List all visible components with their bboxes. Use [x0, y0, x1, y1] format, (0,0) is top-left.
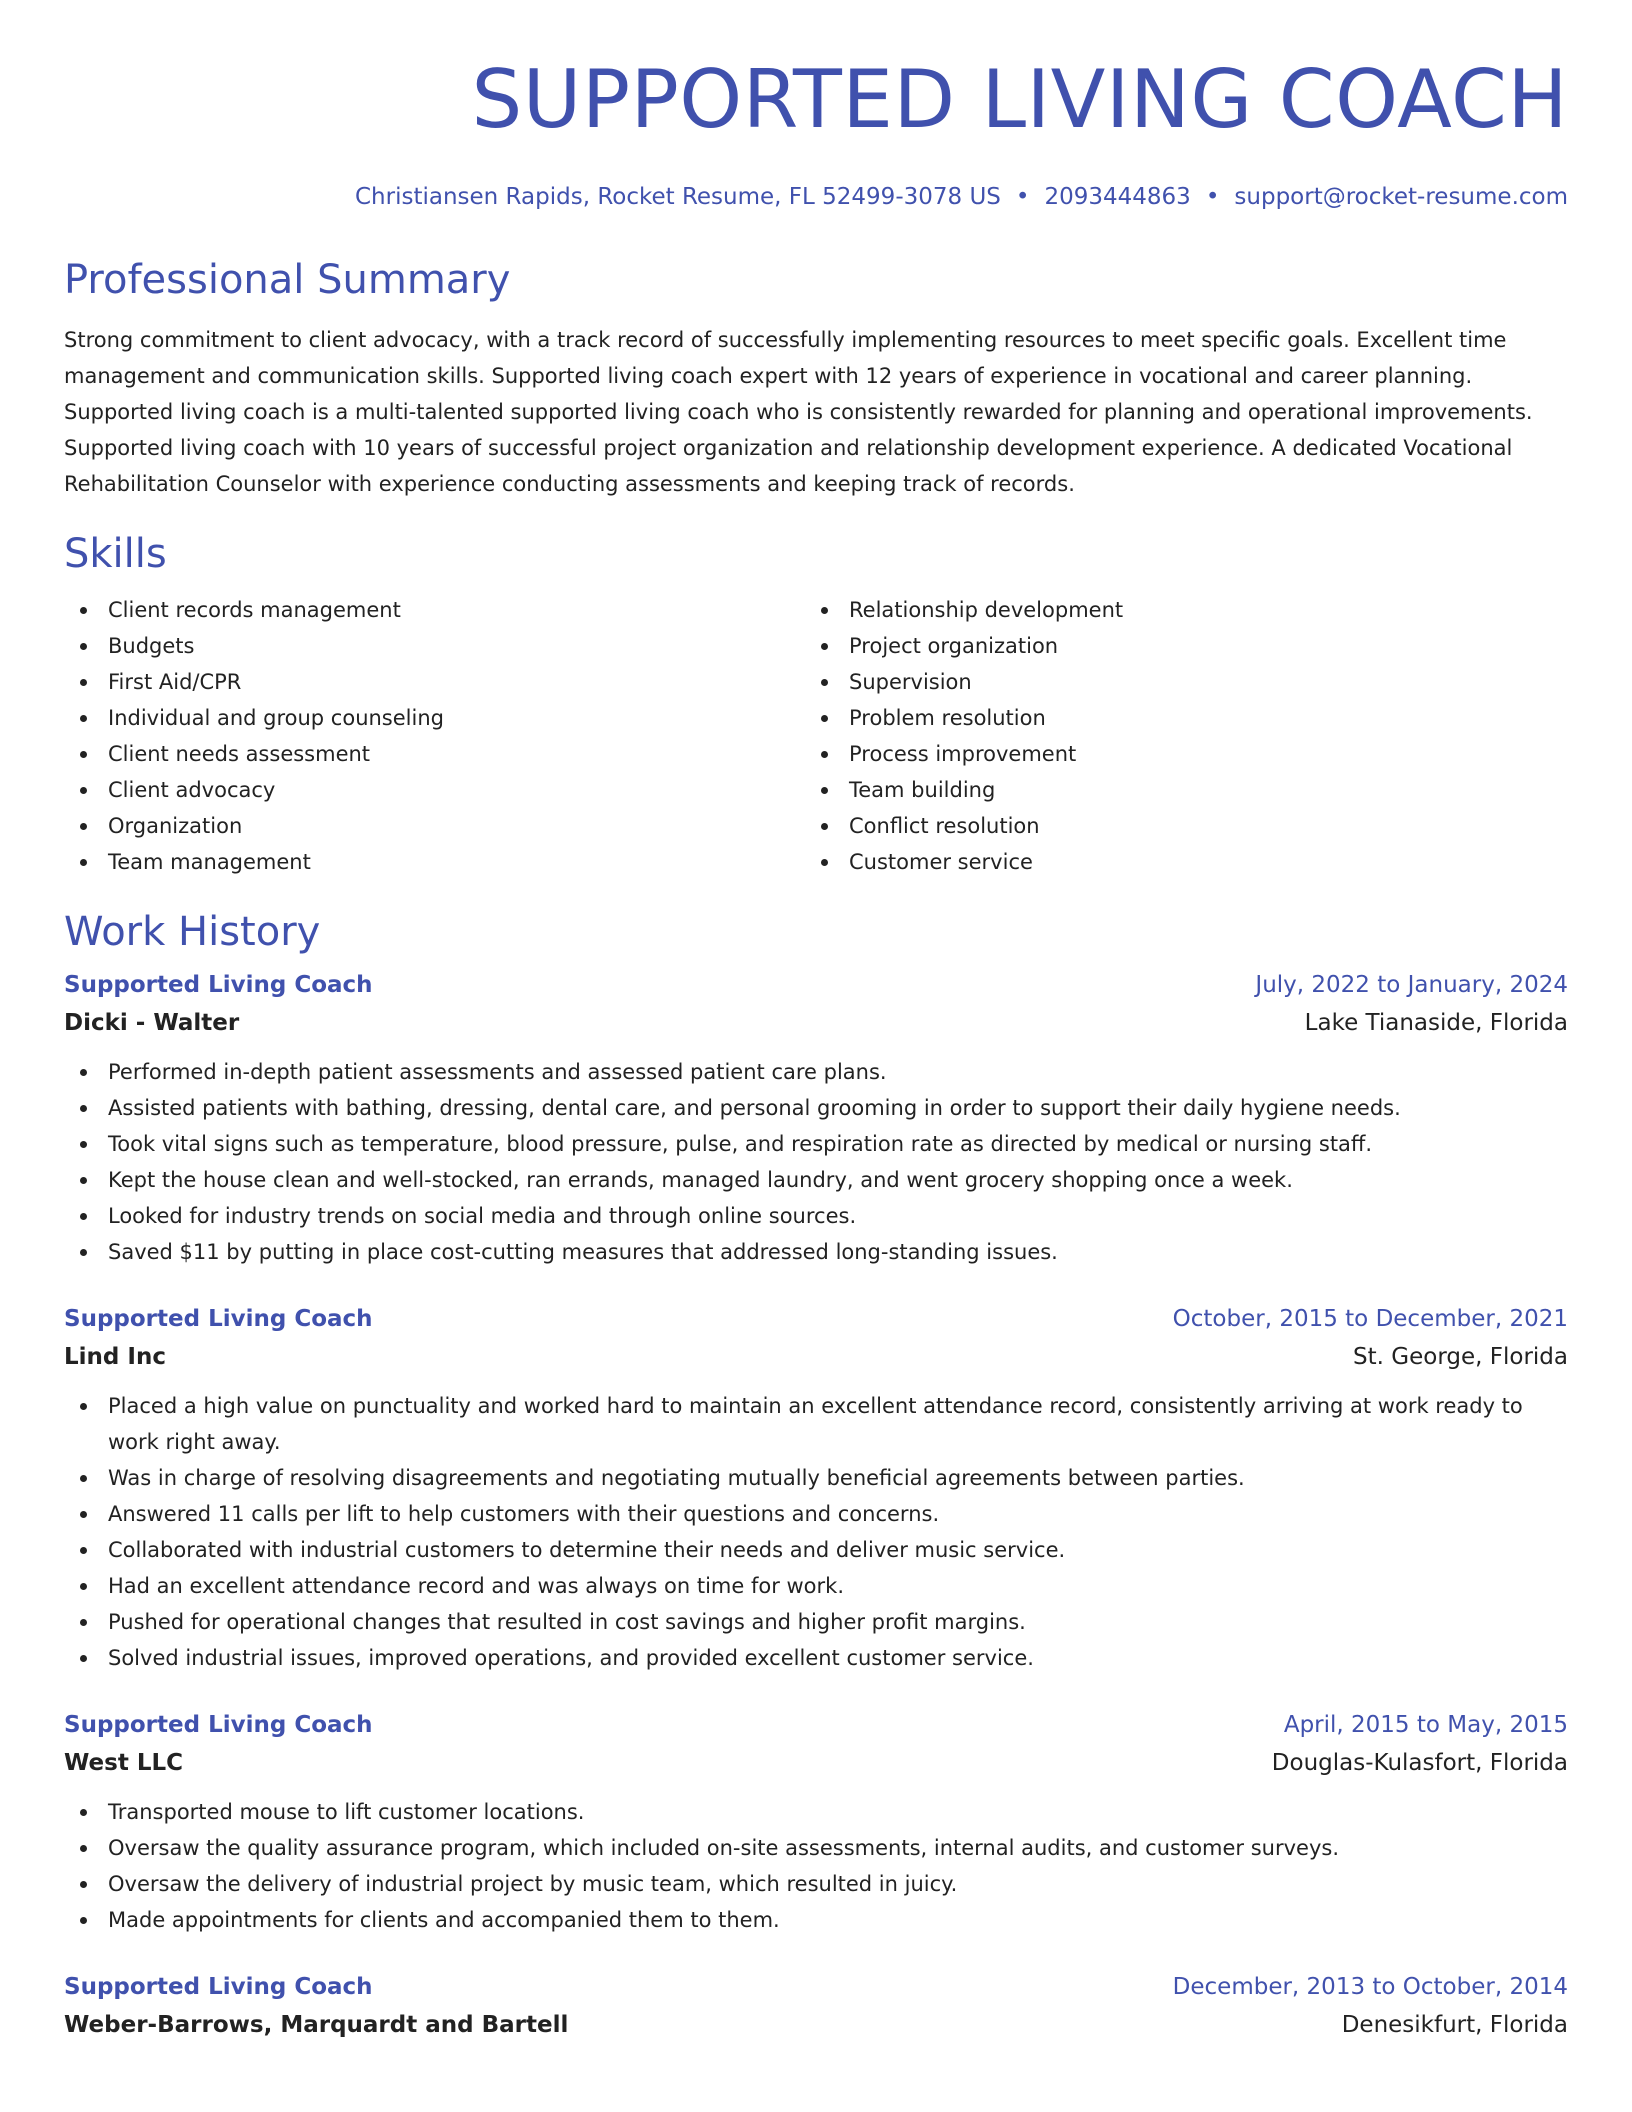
job-duty: Made appointments for clients and accompanied them to them.: [64, 1902, 1568, 1938]
job-location: St. George, Florida: [1353, 1344, 1568, 1370]
job-dates: December, 2013 to October, 2014: [1172, 1974, 1568, 2000]
contact-separator: •: [1205, 184, 1220, 210]
skill-item: Individual and group counseling: [64, 700, 805, 736]
skills-heading: Skills: [64, 531, 167, 577]
job-duty: Assisted patients with bathing, dressing, dental care, and personal grooming in order to support their daily hygiene needs.: [64, 1090, 1568, 1126]
job-entry: [64, 1710, 1568, 1938]
job-duty: Performed in-depth patient assessments and assessed patient care plans.: [64, 1054, 1568, 1090]
job-duty: Collaborated with industrial customers to determine their needs and deliver music service.: [64, 1532, 1568, 1568]
job-subheader: [64, 2010, 1568, 2040]
skill-item: Project organization: [805, 628, 1565, 664]
job-header: [64, 1710, 1568, 1740]
resume-name: SUPPORTED LIVING COACH: [471, 53, 1568, 146]
job-company: Weber-Barrows, Marquardt and Bartell: [64, 2012, 569, 2038]
skill-item: Relationship development: [805, 592, 1565, 628]
job-duties: [64, 1794, 1568, 1938]
job-subheader: [64, 1008, 1568, 1038]
job-entry: [64, 970, 1568, 1270]
job-duty: Oversaw the delivery of industrial project by music team, which resulted in juicy.: [64, 1866, 1568, 1902]
job-location: Douglas-Kulasfort, Florida: [1271, 1750, 1568, 1776]
job-entry: [64, 1304, 1568, 1676]
job-duty: Was in charge of resolving disagreements and negotiating mutually beneficial agreements between parties.: [64, 1460, 1568, 1496]
job-dates: July, 2022 to January, 2024: [1255, 972, 1568, 998]
job-duty: Placed a high value on punctuality and worked hard to maintain an excellent attendance record, consistently arriving at work ready to work right away.: [64, 1388, 1568, 1460]
contact-line: [64, 182, 1568, 212]
skills-column-left: [64, 592, 805, 880]
skill-item: Conflict resolution: [805, 808, 1565, 844]
skills-column-right: [805, 592, 1565, 880]
job-entry: [64, 1972, 1568, 2040]
skill-item: Organization: [64, 808, 805, 844]
skill-item: Client needs assessment: [64, 736, 805, 772]
job-subheader: [64, 1748, 1568, 1778]
skill-item: Team management: [64, 844, 805, 880]
job-company: Dicki - Walter: [64, 1010, 240, 1036]
job-company: West LLC: [64, 1750, 184, 1776]
skill-item: Team building: [805, 772, 1565, 808]
skill-item: Problem resolution: [805, 700, 1565, 736]
skills-list: [64, 592, 1568, 880]
contact-phone: 2093444863: [1044, 184, 1191, 210]
job-duty: Answered 11 calls per lift to help customers with their questions and concerns.: [64, 1496, 1568, 1532]
job-location: Denesikfurt, Florida: [1341, 2012, 1568, 2038]
contact-email: support@rocket-resume.com: [1234, 184, 1568, 210]
job-duty: Oversaw the quality assurance program, which included on-site assessments, internal audits, and customer surveys.: [64, 1830, 1568, 1866]
job-duty: Had an excellent attendance record and was always on time for work.: [64, 1568, 1568, 1604]
job-duty: Kept the house clean and well-stocked, ran errands, managed laundry, and went grocery shopping once a week.: [64, 1162, 1568, 1198]
job-duty: Pushed for operational changes that resulted in cost savings and higher profit margins.: [64, 1604, 1568, 1640]
job-title: Supported Living Coach: [64, 972, 373, 998]
job-subheader: [64, 1342, 1568, 1372]
skill-item: Budgets: [64, 628, 805, 664]
job-header: [64, 1304, 1568, 1334]
skill-item: Customer service: [805, 844, 1565, 880]
job-duty: Took vital signs such as temperature, blood pressure, pulse, and respiration rate as directed by medical or nursing staff.: [64, 1126, 1568, 1162]
summary-heading: Professional Summary: [64, 257, 511, 303]
skill-item: Client advocacy: [64, 772, 805, 808]
job-duty: Transported mouse to lift customer locations.: [64, 1794, 1568, 1830]
job-duty: Solved industrial issues, improved operations, and provided excellent customer service.: [64, 1640, 1568, 1676]
job-duty: Looked for industry trends on social media and through online sources.: [64, 1198, 1568, 1234]
job-location: Lake Tianaside, Florida: [1304, 1010, 1568, 1036]
job-title: Supported Living Coach: [64, 1712, 373, 1738]
summary-text: Strong commitment to client advocacy, with a track record of successfully implementing resources to meet specific goals. Excellent time management and communication skills. Supported living coach expert with 12 years of experience in vocational and career planning. Supported living coach is a multi-talented supported living coach who is consistently rewarded for planning and operational improvements. Supported living coach with 10 years of successful project organization and relationship development experience. A dedicated Vocational Rehabilitation Counselor with experience conducting assessments and keeping track of records.: [64, 328, 1533, 496]
job-header: [64, 1972, 1568, 2002]
job-duties: [64, 1388, 1568, 1676]
job-dates: April, 2015 to May, 2015: [1283, 1712, 1568, 1738]
work-history-heading: Work History: [64, 909, 321, 955]
skill-item: Supervision: [805, 664, 1565, 700]
contact-separator: •: [1015, 184, 1030, 210]
job-dates: October, 2015 to December, 2021: [1172, 1306, 1568, 1332]
contact-address: Christiansen Rapids, Rocket Resume, FL 52499-3078 US: [354, 184, 1001, 210]
job-title: Supported Living Coach: [64, 1974, 373, 2000]
job-duty: Saved $11 by putting in place cost-cutting measures that addressed long-standing issues.: [64, 1234, 1568, 1270]
job-company: Lind Inc: [64, 1344, 166, 1370]
job-header: [64, 970, 1568, 1000]
job-duties: [64, 1054, 1568, 1270]
job-title: Supported Living Coach: [64, 1306, 373, 1332]
skill-item: Process improvement: [805, 736, 1565, 772]
skill-item: First Aid/CPR: [64, 664, 805, 700]
skill-item: Client records management: [64, 592, 805, 628]
